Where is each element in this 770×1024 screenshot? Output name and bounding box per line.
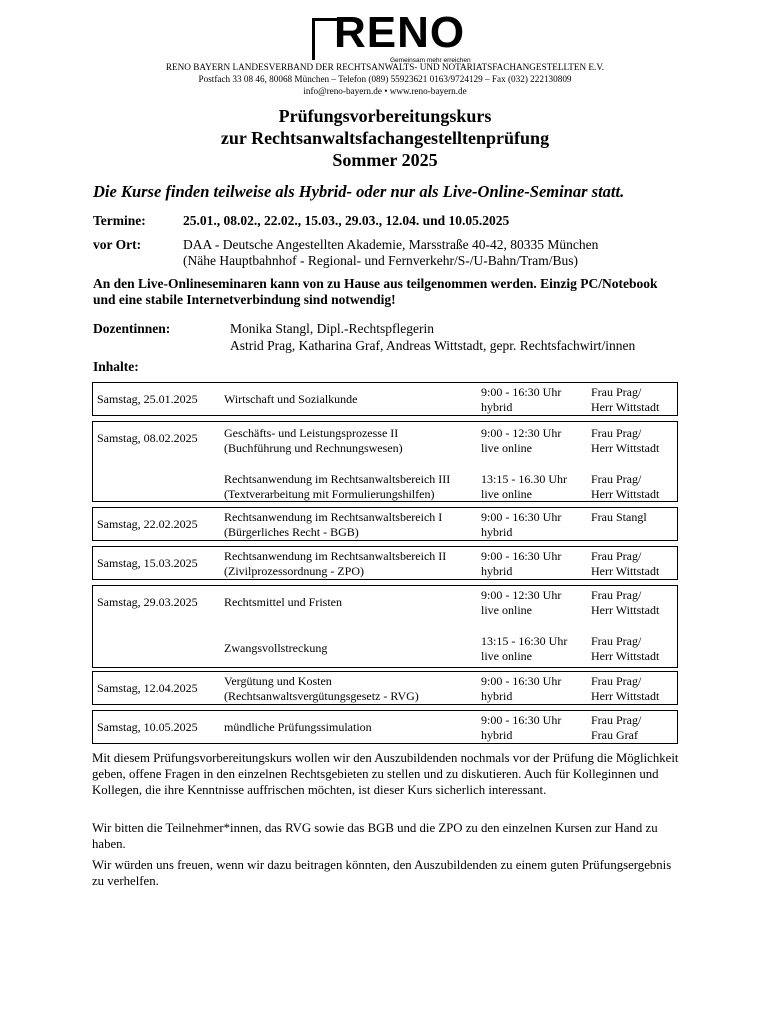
document-title [0, 105, 770, 171]
session-lecturer: Herr Wittstadt [591, 689, 660, 703]
session-topic: Wirtschaft und Sozialkunde [224, 392, 358, 406]
session-lecturer: Frau Prag/ [591, 588, 642, 602]
session-time: 9:00 - 16:30 Uhr [481, 713, 562, 727]
dozentinnen-line-2: Astrid Prag, Katharina Graf, Andreas Wittstadt, gepr. Rechtsfachwirt/innen [230, 338, 636, 353]
schedule-date: Samstag, 25.01.2025 [97, 392, 198, 406]
session-lecturer: Herr Wittstadt [591, 564, 660, 578]
session-topic-detail: (Buchführung und Rechnungswesen) [224, 441, 403, 455]
notice-text: An den Live-Onlineseminaren kann von zu Hause aus teilgenommen werden. Einzig PC/Notebook und eine stabile Internetverbindung sind notwendig! [93, 276, 658, 307]
title-line-3: Sommer 2025 [332, 150, 438, 170]
session-lecturer: Frau Prag/ [591, 549, 642, 563]
schedule-box [92, 585, 678, 668]
logo-tagline: Gemeinsam mehr erreichen [390, 57, 471, 64]
session-topic: Zwangsvollstreckung [224, 641, 328, 655]
session-mode: live online [481, 441, 532, 455]
dozentinnen-line-1: Monika Stangl, Dipl.-Rechtspflegerin [230, 321, 434, 336]
session-mode: hybrid [481, 564, 513, 578]
letterhead-contact: info@reno-bayern.de • www.reno-bayern.de [303, 86, 467, 96]
session-lecturer: Frau Prag/ [591, 385, 642, 399]
ort-label: vor Ort: [93, 237, 142, 252]
session-topic: Rechtsanwendung im Rechtsanwaltsbereich II [224, 549, 447, 563]
title-line-1: Prüfungsvorbereitungskurs [278, 106, 492, 126]
body-paragraph: Mit diesem Prüfungsvorbereitungskurs wollen wir den Auszubildenden nochmals vor der Prüfung die Möglichkeit geben, offene Fragen in den einzelnen Rechtsgebieten zu stellen und zu diskutieren. Auch für Kolleginnen und Kollegen, die ihre Kenntnisse auffrischen möchten, ist dieser Kurs sicherlich interessant. [92, 751, 679, 797]
body-paragraph: Wir bitten die Teilnehmer*innen, das RVG sowie das BGB und die ZPO zu den einzelnen Kursen zur Hand zu haben. [92, 821, 658, 851]
schedule-box [92, 546, 678, 580]
termine-value: 25.01., 08.02., 22.02., 15.03., 29.03., 12.04. und 10.05.2025 [183, 213, 510, 228]
session-time: 9:00 - 16:30 Uhr [481, 385, 562, 399]
inhalte-label: Inhalte: [93, 359, 139, 374]
session-topic: Rechtsmittel und Fristen [224, 595, 342, 609]
schedule-box [92, 671, 678, 705]
session-mode: live online [481, 487, 532, 501]
session-lecturer: Frau Prag/ [591, 713, 642, 727]
session-lecturer: Frau Stangl [591, 510, 647, 524]
body-paragraph: Wir würden uns freuen, wenn wir dazu beitragen könnten, den Auszubildenden zu einem guten Prüfungsergebnis zu verhelfen. [92, 858, 672, 888]
session-time: 9:00 - 16:30 Uhr [481, 510, 562, 524]
session-mode: live online [481, 603, 532, 617]
session-time: 9:00 - 12:30 Uhr [481, 426, 562, 440]
session-lecturer: Herr Wittstadt [591, 441, 660, 455]
schedule-box [92, 382, 678, 416]
session-mode: hybrid [481, 689, 513, 703]
session-topic: mündliche Prüfungssimulation [224, 720, 372, 734]
letterhead-organization: RENO BAYERN LANDESVERBAND DER RECHTSANWALTS- UND NOTARIATSFACHANGESTELLTEN E.V. [165, 62, 605, 72]
dozentinnen-label: Dozentinnen: [93, 321, 171, 336]
session-topic-detail: (Zivilprozessordnung - ZPO) [224, 564, 364, 578]
session-lecturer: Herr Wittstadt [591, 400, 660, 414]
session-mode: hybrid [481, 400, 513, 414]
ort-line-1: DAA - Deutsche Angestellten Akademie, Marsstraße 40-42, 80335 München [183, 237, 599, 252]
session-topic-detail: (Textverarbeitung mit Formulierungshilfen) [224, 487, 435, 501]
session-topic-detail: (Rechtsanwaltsvergütungsgesetz - RVG) [224, 689, 419, 703]
schedule-date: Samstag, 15.03.2025 [97, 556, 198, 570]
session-mode: hybrid [481, 728, 513, 742]
session-topic: Vergütung und Kosten [224, 674, 332, 688]
schedule-box [92, 507, 678, 541]
reno-logo [312, 8, 478, 64]
schedule-box [92, 710, 678, 744]
ort-line-2: (Nähe Hauptbahnhof - Regional- und Fernverkehr/S-/U-Bahn/Tram/Bus) [183, 253, 579, 268]
document-subtitle: Die Kurse finden teilweise als Hybrid- oder nur als Live-Online-Seminar statt. [93, 182, 625, 201]
session-mode: hybrid [481, 525, 513, 539]
session-topic: Rechtsanwendung im Rechtsanwaltsbereich III [224, 472, 451, 486]
session-time: 13:15 - 16.30 Uhr [481, 472, 567, 486]
schedule-date: Samstag, 10.05.2025 [97, 720, 198, 734]
session-time: 9:00 - 16:30 Uhr [481, 674, 562, 688]
session-mode: live online [481, 649, 532, 663]
schedule-date: Samstag, 29.03.2025 [97, 595, 198, 609]
termine-label: Termine: [93, 213, 146, 228]
session-topic: Rechtsanwendung im Rechtsanwaltsbereich I [224, 510, 443, 524]
letterhead-address: Postfach 33 08 46, 80068 München – Telefon (089) 55923621 0163/9724129 – Fax (032) 222130809 [198, 74, 572, 84]
session-topic: Geschäfts- und Leistungsprozesse II [224, 426, 399, 440]
schedule-date: Samstag, 08.02.2025 [97, 431, 198, 445]
schedule-date: Samstag, 12.04.2025 [97, 681, 198, 695]
session-time: 13:15 - 16:30 Uhr [481, 634, 568, 648]
title-line-2: zur Rechtsanwaltsfachangestelltenprüfung [220, 128, 550, 148]
session-lecturer: Frau Graf [591, 728, 638, 742]
session-time: 9:00 - 12:30 Uhr [481, 588, 562, 602]
schedule-date: Samstag, 22.02.2025 [97, 517, 198, 531]
schedule-box [92, 421, 678, 502]
session-lecturer: Herr Wittstadt [591, 649, 660, 663]
session-lecturer: Frau Prag/ [591, 674, 642, 688]
logo-text: RENO [334, 8, 466, 57]
session-lecturer: Frau Prag/ [591, 634, 642, 648]
session-lecturer: Frau Prag/ [591, 426, 642, 440]
session-topic-detail: (Bürgerliches Recht - BGB) [224, 525, 359, 539]
session-lecturer: Herr Wittstadt [591, 487, 660, 501]
session-lecturer: Frau Prag/ [591, 472, 642, 486]
session-time: 9:00 - 16:30 Uhr [481, 549, 562, 563]
session-lecturer: Herr Wittstadt [591, 603, 660, 617]
